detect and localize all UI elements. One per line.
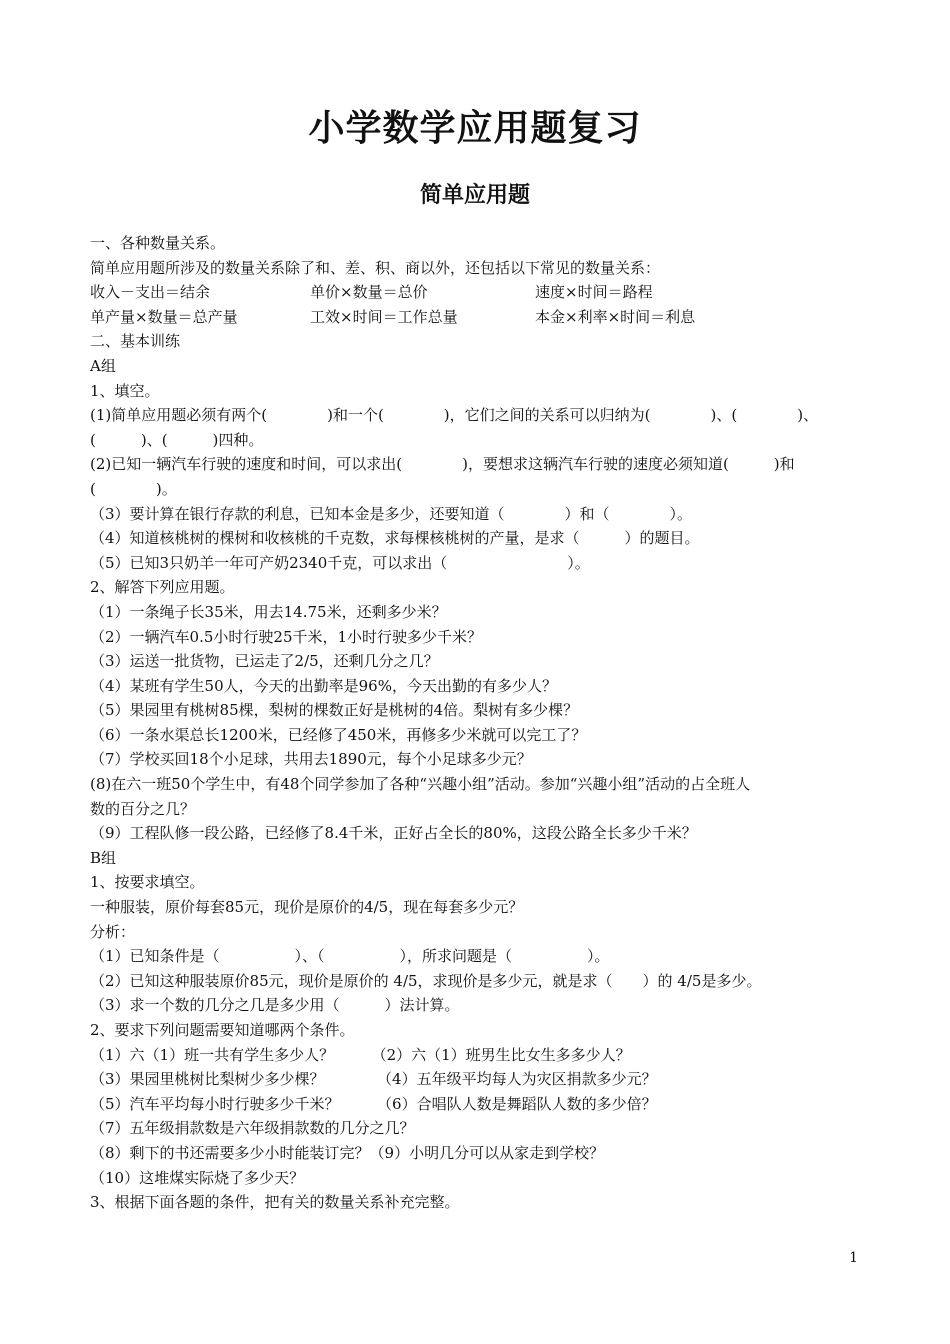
text-line: （5）果园里有桃树85棵，梨树的棵数正好是桃树的4倍。梨树有多少棵？ bbox=[90, 701, 579, 720]
text-line: 3、根据下面各题的条件，把有关的数量关系补充完整。 bbox=[90, 1193, 460, 1212]
relation-formula: 本金×利率×时间＝利息 bbox=[535, 307, 696, 326]
section-subtitle: 简单应用题 bbox=[419, 182, 530, 208]
text-line: （8）剩下的书还需要多少小时能装订完？（9）小明几分可以从家走到学校？ bbox=[90, 1143, 605, 1162]
text-line: （3）要计算在银行存款的利息，已知本金是多少，还要知道（ ）和（ ）。 bbox=[90, 504, 693, 523]
text-line: （7）学校买回18个小足球，共用去1890元，每个小足球多少元？ bbox=[90, 750, 532, 769]
text-line: （6）一条水渠总长1200米，已经修了450米，再修多少米就可以完工了？ bbox=[90, 725, 587, 744]
text-line: ( )、( )四种。 bbox=[90, 430, 264, 449]
text-line: 分析： bbox=[90, 922, 136, 941]
document-body bbox=[90, 231, 865, 1215]
text-line: 二、基本训练 bbox=[90, 332, 181, 351]
text-line: (1)简单应用题必须有两个( )和一个( )，它们之间的关系可以归纳为( )、( )、 bbox=[90, 406, 819, 425]
text-line: 1、按要求填空。 bbox=[90, 873, 205, 892]
text-line: （7）五年级捐款数是六年级捐款数的几分之几？ bbox=[90, 1119, 415, 1138]
text-line: （3）求一个数的几分之几是多少用（ ）法计算。 bbox=[90, 996, 460, 1015]
relation-formula: 工效×时间＝工作总量 bbox=[310, 307, 458, 326]
relation-formula: 收入－支出＝结余 bbox=[90, 283, 211, 302]
relation-row bbox=[90, 305, 865, 330]
text-line: （9）工程队修一段公路，已经修了8.4千米，正好占全长的80%，这段公路全长多少千米？ bbox=[90, 824, 697, 843]
relation-formula: 速度×时间＝路程 bbox=[535, 283, 653, 302]
text-line: 一、各种数量关系。 bbox=[90, 234, 226, 252]
intro-lines bbox=[90, 231, 865, 280]
text-line: 简单应用题所涉及的数量关系除了和、差、积、商以外，还包括以下常见的数量关系： bbox=[90, 258, 661, 277]
text-line: （1）已知条件是（ ）、（ ），所求问题是（ ）。 bbox=[90, 947, 610, 966]
text-line: 2、解答下列应用题。 bbox=[90, 578, 235, 597]
text-line: （3）果园里桃树比梨树少多少棵？ （4）五年级平均每人为灾区捐款多少元？ bbox=[90, 1070, 657, 1089]
text-line: (8)在六一班50个学生中，有48个同学参加了各种“兴趣小组”活动。参加“兴趣小组”活动的占全班人 bbox=[90, 775, 751, 794]
text-line: （2）一辆汽车0.5小时行驶25千米，1小时行驶多少千米？ bbox=[90, 627, 483, 646]
relation-row bbox=[90, 280, 865, 305]
text-line: （1）六（1）班一共有学生多少人？ （2）六（1）班男生比女生多多少人？ bbox=[90, 1045, 631, 1064]
text-line: （1）一条绳子长35米，用去14.75米，还剩多少米？ bbox=[90, 602, 447, 621]
text-line: （2）已知这种服装原价85元，现价是原价的 4/5，求现价是多少元，就是求（ ）的 4/5是多少。 bbox=[90, 971, 762, 990]
text-line: 数的百分之几？ bbox=[90, 799, 196, 818]
page-title: 小学数学应用题复习 bbox=[308, 107, 642, 149]
text-line: (2)已知一辆汽车行驶的速度和时间，可以求出( )，要想求这辆汽车行驶的速度必须知道( )和 bbox=[90, 455, 795, 474]
text-line: A组 bbox=[90, 356, 116, 375]
text-line: （4）知道核桃树的棵树和收核桃的千克数，求每棵核桃树的产量，是求（ ）的题目。 bbox=[90, 529, 700, 548]
exercise-lines bbox=[90, 329, 865, 1214]
text-line: （5）已知3只奶羊一年可产奶2340千克，可以求出（ ）。 bbox=[90, 553, 590, 572]
text-line: （4）某班有学生50人，今天的出勤率是96%，今天出勤的有多少人？ bbox=[90, 676, 557, 695]
text-line: 一种服装，原价每套85元，现价是原价的4/5，现在每套多少元？ bbox=[90, 898, 524, 917]
text-line: （5）汽车平均每小时行驶多少千米？ （6）合唱队人数是舞蹈队人数的多少倍？ bbox=[90, 1094, 657, 1113]
text-line: B组 bbox=[90, 848, 117, 867]
text-line: （10）这堆煤实际烧了多少天？ bbox=[90, 1168, 305, 1187]
page-number: 1 bbox=[849, 1250, 858, 1266]
text-line: （3）运送一批货物，已运走了2/5，还剩几分之几？ bbox=[90, 652, 439, 671]
relation-formula: 单价×数量＝总价 bbox=[310, 283, 428, 302]
relations-table bbox=[90, 280, 865, 329]
text-line: 1、填空。 bbox=[90, 381, 160, 400]
text-line: 2、要求下列问题需要知道哪两个条件。 bbox=[90, 1021, 355, 1039]
relation-formula: 单产量×数量＝总产量 bbox=[90, 307, 238, 326]
text-line: ( )。 bbox=[90, 479, 177, 498]
